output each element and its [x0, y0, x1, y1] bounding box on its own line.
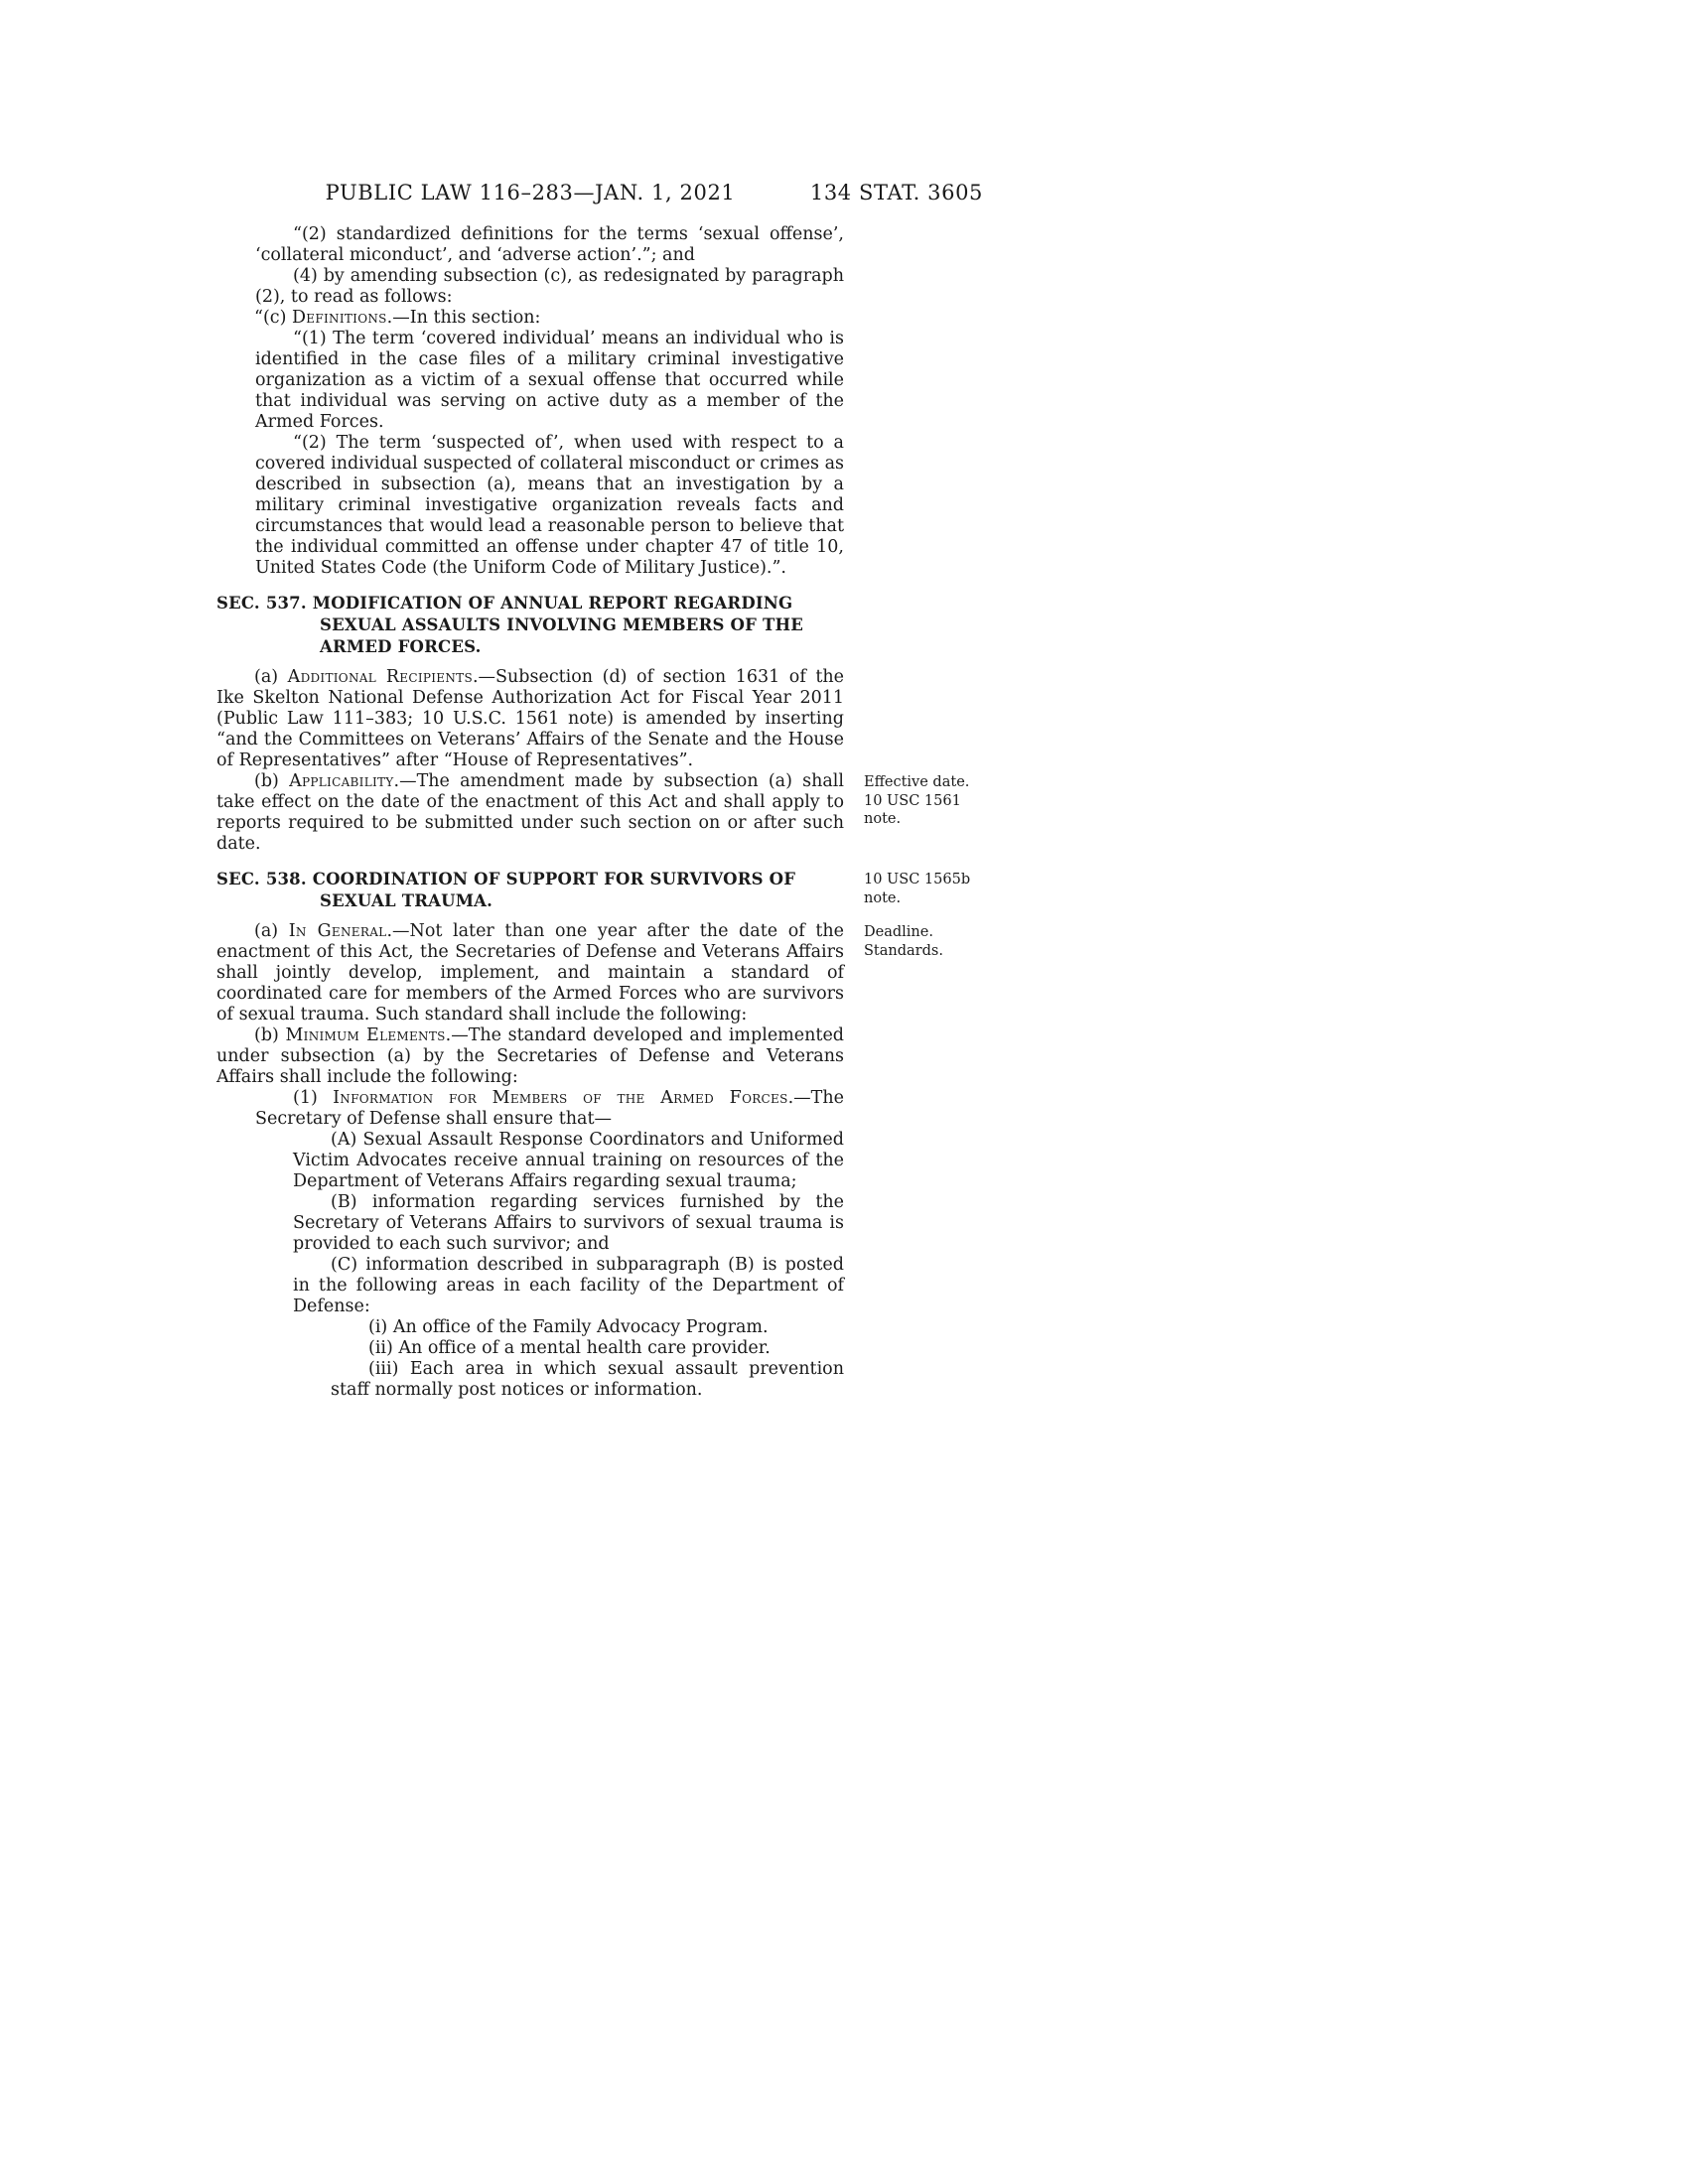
sec538-clause-i [331, 1317, 844, 1338]
smallcaps-phrase: Information for Members of the Armed Forces [333, 1088, 788, 1108]
text-run: .—In this section: [386, 308, 541, 328]
text-run: “(2) standardized definitions for the terms ‘sexual offense’, ‘collateral miconduct’, and ‘adverse action’.”; and [255, 224, 844, 265]
margin-note [864, 773, 1003, 829]
sec538-subparagraph-A [293, 1130, 844, 1192]
statute-body [216, 224, 971, 1401]
page-header [216, 181, 983, 210]
margin-note [864, 871, 1003, 907]
sec538-subparagraph-B [293, 1192, 844, 1255]
smallcaps-phrase: Minimum Elements [285, 1025, 446, 1045]
margin-note [864, 923, 1003, 960]
sec538-paragraph-1 [255, 1088, 844, 1130]
text-run: .—The amendment made by subsection (a) shall take effect on the date of the enactment of this Act and shall apply to reports required to be submitted under such section on or after such date. [216, 771, 845, 854]
amendment-paragraph-4 [255, 266, 844, 308]
text-run: (b) [254, 1025, 286, 1045]
text-run: (1) [293, 1088, 334, 1108]
text-run: (C) information described in subparagraph (B) is posted in the following areas in each facility of the Department of Defense: [293, 1255, 844, 1316]
margin-note-line: note. [864, 889, 902, 906]
text-run: .—The Secretary of Defense shall ensure that— [255, 1088, 844, 1129]
smallcaps-phrase: Definitions [291, 308, 387, 328]
text-run: .—Subsection (d) of section 1631 of the Ike Skelton National Defense Authorization Act for Fiscal Year 2011 (Public Law 111–383; 10 U.S.C. 1561 note) is amended by inserting “and the Committees on Veterans’ Affairs of the Senate and the House of Representatives” after “House of Representatives”. [216, 667, 844, 770]
sec538-subsection-a [216, 921, 943, 1025]
text-run: “(1) The term ‘covered individual’ means an individual who is identified in the case files of a military criminal investigative organization as a victim of a sexual offense that occurred while that individual was serving on active duty as a member of the Armed Forces. [255, 329, 844, 432]
sec537-subsection-b [216, 771, 970, 855]
sec538-clause-ii [331, 1338, 844, 1359]
section-538-heading [216, 869, 971, 912]
quoted-definition-1 [255, 329, 844, 433]
text-run: (iii) Each area in which sexual assault prevention staff normally post notices or information. [331, 1359, 844, 1400]
margin-note-line: note. [864, 811, 902, 827]
text-run: .—The standard developed and implemented under subsection (a) by the Secretaries of Defense and Veterans Affairs shall include the following: [216, 1025, 844, 1087]
text-run: “(c) [254, 308, 292, 328]
margin-note-line: 10 USC 1561 [864, 792, 961, 809]
text-run: (a) [254, 667, 288, 687]
text-run: (4) by amending subsection (c), as redesignated by paragraph (2), to read as follows: [255, 266, 844, 307]
text-run: (A) Sexual Assault Response Coordinators and Uniformed Victim Advocates receive annual training on resources of the Department of Veterans Affairs regarding sexual trauma; [293, 1130, 844, 1191]
sec538-subsection-b [216, 1025, 844, 1088]
text-run: SEC. 537. MODIFICATION OF ANNUAL REPORT REGARDING SEXUAL ASSAULTS INVOLVING MEMBERS OF THE ARMED FORCES. [216, 594, 804, 656]
margin-note-line: Deadline. [864, 924, 933, 940]
quoted-paragraph-2 [255, 224, 844, 266]
text-run: .—Not later than one year after the date of the enactment of this Act, the Secretaries of Defense and Veterans Affairs shall jointly develop, implement, and maintain a standard of coordinated care for members of the Armed Forces who are survivors of sexual trauma. Such standard shall include the following: [216, 921, 845, 1024]
text-run: (B) information regarding services furnished by the Secretary of Veterans Affairs to survivors of sexual trauma is provided to each such survivor; and [293, 1192, 844, 1254]
stat-page-number: 134 STAT. 3605 [809, 181, 983, 205]
smallcaps-phrase: Additional Recipients [287, 667, 473, 687]
quoted-subsection-c-heading [216, 308, 844, 329]
margin-note-line: Standards. [864, 942, 943, 959]
smallcaps-phrase: Applicability [289, 771, 394, 791]
sec538-clause-iii [331, 1359, 844, 1401]
margin-note-line: 10 USC 1565b [864, 872, 971, 887]
text-run: (i) An office of the Family Advocacy Program. [368, 1317, 769, 1337]
text-run: SEC. 538. COORDINATION OF SUPPORT FOR SURVIVORS OF SEXUAL TRAUMA. [216, 870, 796, 910]
text-run: (a) [254, 921, 289, 941]
margin-note-line: Effective date. [864, 774, 970, 790]
running-title: PUBLIC LAW 116–283—JAN. 1, 2021 [325, 181, 736, 205]
text-run: “(2) The term ‘suspected of’, when used with respect to a covered individual suspected of collateral misconduct or crimes as described in subsection (a), means that an investigation by a military criminal investigative organization reveals facts and circumstances that would lead a reasonable person to believe that the individual committed an offense under chapter 47 of title 10, United States Code (the Uniform Code of Military Justice).”. [255, 433, 844, 578]
section-537-heading [216, 593, 844, 658]
smallcaps-phrase: In General [288, 921, 387, 941]
text-run: (b) [254, 771, 290, 791]
quoted-definition-2 [255, 433, 844, 579]
text-run: (ii) An office of a mental health care provider. [368, 1338, 771, 1358]
sec537-subsection-a [216, 667, 844, 771]
sec538-subparagraph-C [293, 1255, 844, 1317]
